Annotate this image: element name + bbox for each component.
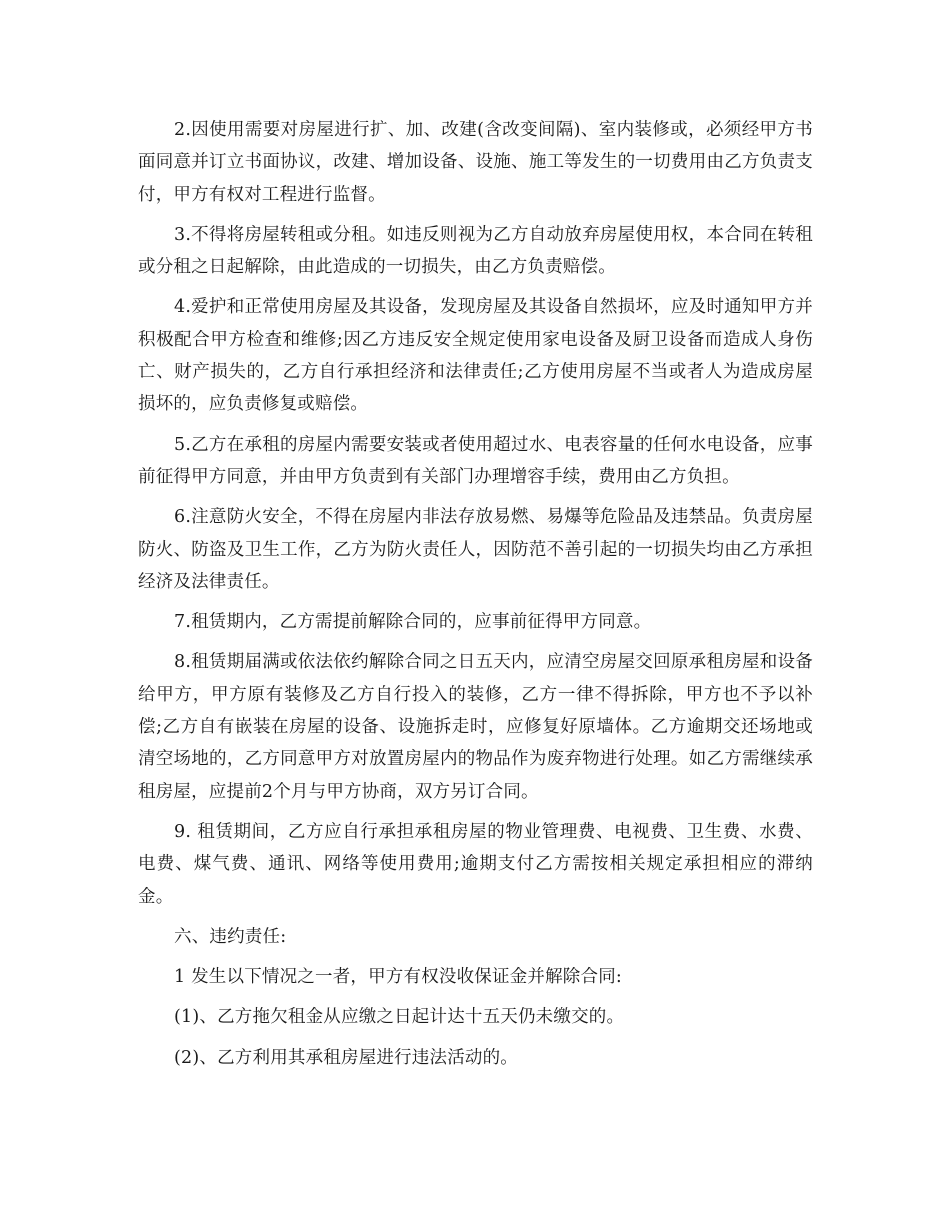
paragraph-breach-subitem-2: (2)、乙方利用其承租房屋进行违法活动的。 bbox=[174, 1047, 518, 1068]
paragraph-clause-6: 6.注意防火安全，不得在房屋内非法存放易燃、易爆等危险品及违禁品。负责房屋防火、防盗及卫生工作，乙方为防火责任人，因防范不善引起的一切损失均由乙方承担经济及法律责任。 bbox=[138, 507, 813, 592]
paragraph-clause-4: 4.爱护和正常使用房屋及其设备，发现房屋及其设备自然损坏，应及时通知甲方并积极配合甲方检查和维修;因乙方违反安全规定使用家电设备及厨卫设备而造成人身伤亡、财产损失的，乙方自行承担经济和法律责任;乙方使用房屋不当或者人为造成房屋损坏的，应负责修复或赔偿。 bbox=[138, 297, 813, 415]
paragraph-clause-3: 3.不得将房屋转租或分租。如违反则视为乙方自动放弃房屋使用权，本合同在转租或分租之日起解除，由此造成的一切损失，由乙方负责赔偿。 bbox=[138, 224, 813, 278]
paragraph-clause-2: 2.因使用需要对房屋进行扩、加、改建(含改变间隔)、室内装修或，必须经甲方书面同意并订立书面协议，改建、增加设备、设施、施工等发生的一切费用由乙方负责支付，甲方有权对工程进行监督。 bbox=[138, 120, 813, 205]
section-heading-breach: 六、违约责任: bbox=[174, 926, 287, 947]
paragraph-breach-item-1: 1 发生以下情况之一者，甲方有权没收保证金并解除合同: bbox=[174, 967, 622, 988]
paragraph-clause-9: 9. 租赁期间，乙方应自行承担承租房屋的物业管理费、电视费、卫生费、水费、电费、煤气费、通讯、网络等使用费用;逾期支付乙方需按相关规定承担相应的滞纳金。 bbox=[138, 821, 813, 907]
paragraph-clause-8: 8.租赁期届满或依法依约解除合同之日五天内，应清空房屋交回原承租房屋和设备给甲方，甲方原有装修及乙方自行投入的装修，乙方一律不得拆除，甲方也不予以补偿;乙方自有嵌装在房屋的设备、设施拆走时，应修复好原墙体。乙方逾期交还场地或清空场地的，乙方同意甲方对放置房屋内的物品作为废弃物进行处理。如乙方需继续承租房屋，应提前2个月与甲方协商，双方另订合同。 bbox=[138, 652, 813, 802]
paragraph-clause-7: 7.租赁期内，乙方需提前解除合同的，应事前征得甲方同意。 bbox=[174, 612, 652, 633]
paragraph-clause-5: 5.乙方在承租的房屋内需要安装或者使用超过水、电表容量的任何水电设备，应事前征得甲方同意，并由甲方负责到有关部门办理增容手续，费用由乙方负担。 bbox=[138, 434, 813, 487]
document-body bbox=[138, 114, 813, 1082]
paragraph-breach-subitem-1: (1)、乙方拖欠租金从应缴之日起计达十五天仍未缴交的。 bbox=[174, 1007, 625, 1028]
